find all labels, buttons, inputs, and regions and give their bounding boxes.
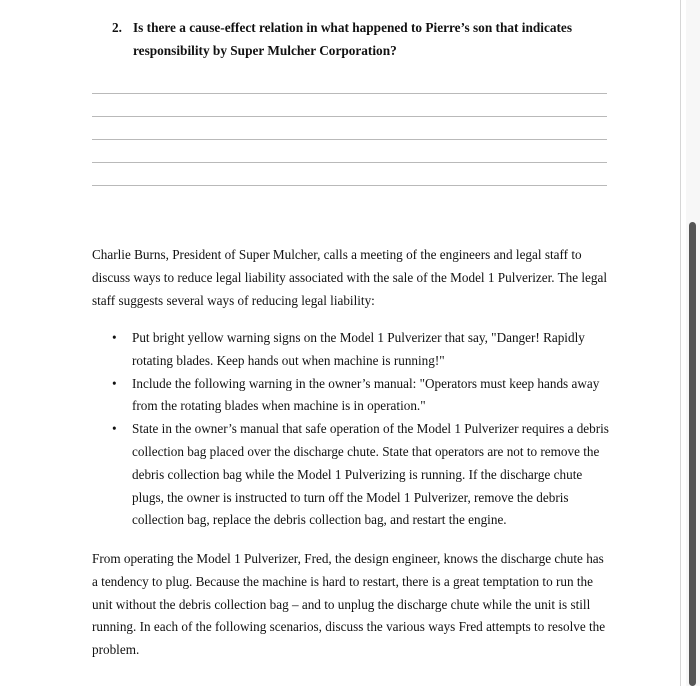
intro-paragraph: Charlie Burns, President of Super Mulcher, calls a meeting of the engineers and legal staff to discuss ways to reduce legal liability associated with the sale of the Model 1 Pulverizer. The legal staff suggests several ways of reducing legal liability: xyxy=(92,247,608,308)
answer-line[interactable] xyxy=(92,162,607,163)
answer-line[interactable] xyxy=(92,93,607,94)
bullet-icon: • xyxy=(112,421,117,437)
answer-line[interactable] xyxy=(92,185,607,186)
bullet-icon: • xyxy=(112,330,117,345)
list-item-text: Put bright yellow warning signs on the Model 1 Pulverizer that say, "Danger! Rapidly rotating blades. Keep hands out when machine is running!" xyxy=(132,330,585,368)
list-item-text: State in the owner’s manual that safe operation of the Model 1 Pulverizer requires a debris collection bag placed over the discharge chute. State that operators are not to remove the debris collection bag while the Model 1 Pulverizing is running. If the discharge chute plugs, the owner is instructed to turn off the Model 1 Pulverizer, remove the debris collection bag, replace the debris collection bag, and restart the engine. xyxy=(132,421,609,528)
bullet-icon: • xyxy=(112,375,117,391)
page-edge xyxy=(680,0,681,686)
answer-line[interactable] xyxy=(92,116,607,117)
closing-paragraph: From operating the Model 1 Pulverizer, Fred, the design engineer, knows the discharge chute has a tendency to plug. Because the machine is hard to restart, there is a great temptation to run the unit without the debris collection bag – and to unplug the discharge chute while the unit is still running. In each of the following scenarios, discuss the various ways Fred attempts to resolve the problem. xyxy=(92,551,606,658)
list-item xyxy=(112,373,612,419)
scrollbar-thumb[interactable] xyxy=(689,222,696,686)
liability-suggestions-list xyxy=(112,327,612,532)
list-item xyxy=(112,327,612,373)
answer-line[interactable] xyxy=(92,139,607,140)
list-item xyxy=(112,418,612,532)
question-text: Is there a cause-effect relation in what happened to Pierre’s son that indicates responsibility by Super Mulcher Corporation? xyxy=(133,20,572,58)
question-number: 2. xyxy=(112,20,122,35)
list-item-text: Include the following warning in the owner’s manual: "Operators must keep hands away from the rotating blades when machine is in operation." xyxy=(132,375,600,414)
